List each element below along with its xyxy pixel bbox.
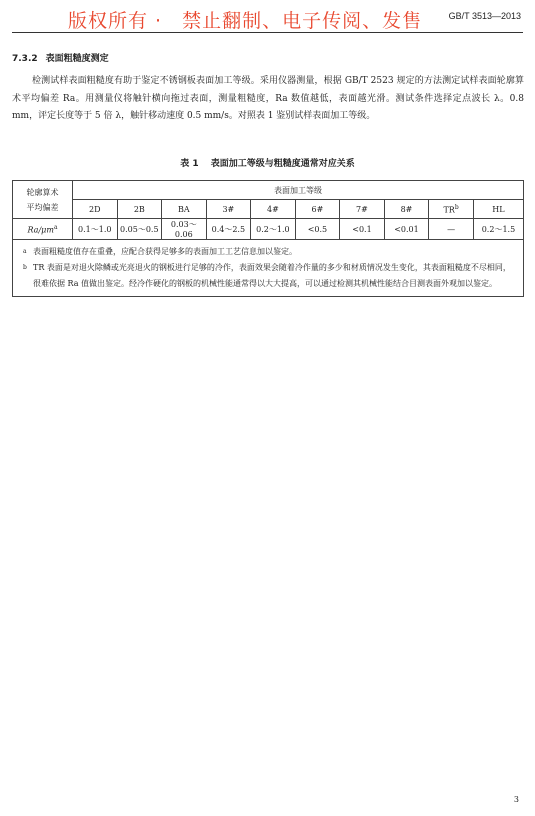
footnote-a-text: 表面粗糙度值存在重叠，应配合获得足够多的表面加工工艺信息加以鉴定。 [33, 247, 297, 256]
footnote-a-mark: a [23, 248, 27, 255]
group-header-cell: 表面加工等级 [73, 181, 524, 200]
footnote-b-text: TR 表面是对退火除鳞或光亮退火的钢板进行足够的冷作，表面效果会随着冷作量的多少和材质情况发生变化，其表面粗糙度不尽相同，很难依据 Ra 值做出鉴定。经冷作硬化的钢板的机械性能通常得以大大提高，可以通过检测其机械性能结合目测表面外观加以鉴定。 [33, 263, 511, 288]
value-cell: 0.1～1.0 [73, 219, 118, 240]
grade-tr-label: TR [443, 205, 455, 215]
value-row [13, 219, 524, 240]
body-paragraph: 检测试样表面粗糙度有助于鉴定不锈钢板表面加工等级。采用仪器测量，根据 GB/T 2523 规定的方法测定试样表面轮廓算术平均偏差 Ra。用测量仪将触针横向拖过表面，测量粗糙度，Ra 数值越低，表面越光滑。测试条件选择定点波长 λ。0.8 mm，评定长度等于 5 倍 λ，触针移动速度 0.5 mm/s。对照表 1 鉴别试样表面加工等级。 [12, 76, 524, 121]
table-number: 表 1 [180, 159, 199, 169]
footnote-b-mark: b [23, 264, 27, 271]
footnote-mark-a: a [53, 223, 58, 231]
standard-number: GB/T 3513—2013 [448, 11, 521, 21]
row-header-line1: 轮廓算术 [26, 187, 59, 197]
footnote-mark-b: b [454, 203, 459, 211]
footnote-b [23, 260, 515, 292]
grade-cell: 8# [384, 200, 429, 219]
watermark: 版权所有 · 禁止翻制、电子传阅、发售 [68, 10, 423, 32]
value-cell: 0.4～2.5 [206, 219, 251, 240]
notes-row [13, 240, 524, 297]
grade-cell: 2D [73, 200, 118, 219]
table-caption [0, 156, 535, 169]
value-cell: — [429, 219, 474, 240]
section-title: 表面粗糙度测定 [45, 54, 109, 64]
table-header-row [13, 181, 524, 200]
value-cell: 0.05～0.5 [117, 219, 162, 240]
page-number: 3 [513, 795, 519, 804]
grade-cell: 4# [251, 200, 296, 219]
value-label-cell [13, 219, 73, 240]
row-header-cell [13, 181, 73, 219]
roughness-table [12, 180, 524, 297]
value-cell: <0.5 [295, 219, 340, 240]
value-cell: 0.2～1.5 [473, 219, 523, 240]
table-title: 表面加工等级与粗糙度通常对应关系 [210, 159, 355, 169]
grade-cell: 2B [117, 200, 162, 219]
grade-cell-tr [429, 200, 474, 219]
grade-cell: BA [162, 200, 207, 219]
grade-cell: 7# [340, 200, 385, 219]
section-heading [12, 51, 109, 64]
value-cell: <0.01 [384, 219, 429, 240]
section-number: 7.3.2 [12, 54, 38, 64]
value-cell: 0.03～0.06 [162, 219, 207, 240]
header-rule [12, 32, 523, 33]
grade-cell: 3# [206, 200, 251, 219]
grade-cell: HL [473, 200, 523, 219]
grade-cell: 6# [295, 200, 340, 219]
value-cell: 0.2～1.0 [251, 219, 296, 240]
row-header-line2: 平均偏差 [26, 202, 59, 212]
value-cell: <0.1 [340, 219, 385, 240]
value-label: Ra/μm [27, 225, 54, 235]
grade-row [13, 200, 524, 219]
footnote-a [23, 244, 515, 260]
notes-cell [13, 240, 524, 297]
